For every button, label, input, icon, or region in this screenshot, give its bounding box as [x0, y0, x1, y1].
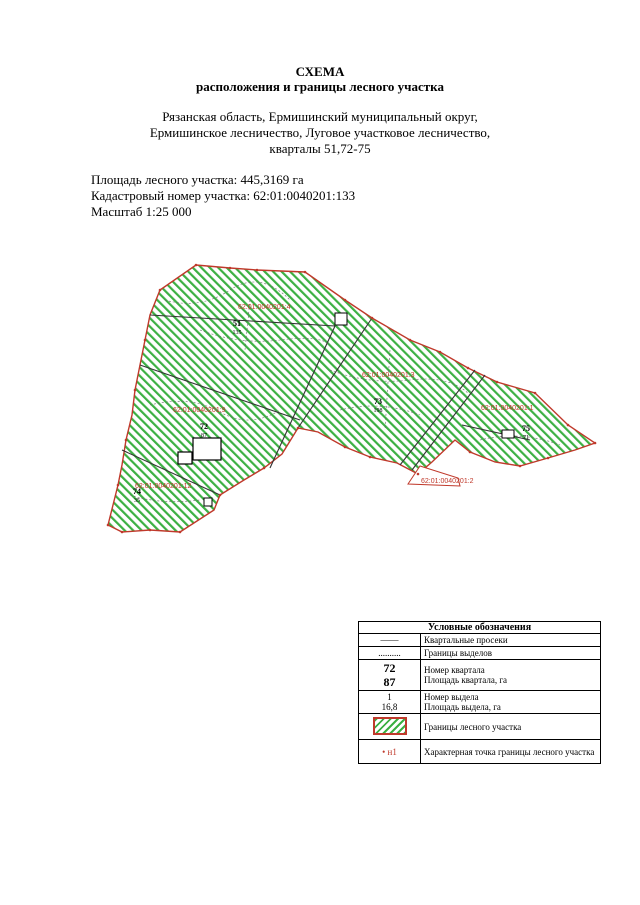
- legend-row-parcel-boundary: Границы лесного участка: [359, 714, 601, 740]
- quarter-area: 71: [523, 435, 529, 441]
- forest-parcel-area: [108, 265, 595, 532]
- legend-title: Условные обозначения: [359, 622, 601, 634]
- legend-row-boundary-point: • н1 Характерная точка границы лесного участка: [359, 740, 601, 764]
- quarter-area: 135: [232, 330, 242, 336]
- legend-row-allotment: 1 16,8 Номер выдела Площадь выдела, га: [359, 691, 601, 714]
- parcel-label: 62:01:0040201:1: [481, 405, 534, 412]
- page-title: СХЕМА: [295, 64, 345, 79]
- parcel-label: 62:01:0040201:2: [421, 478, 474, 485]
- quarter-number: 74: [133, 487, 141, 496]
- location-line-3: кварталы 51,72-75: [269, 141, 371, 156]
- parcel-label: 62:01:0040201:12: [135, 483, 192, 490]
- quarter-area: 87: [201, 433, 207, 439]
- parcel-label: 62:01:0040201:3: [362, 372, 415, 379]
- parcel-label: 62:01:0040201:9: [173, 407, 226, 414]
- hatch-swatch-icon: [373, 717, 407, 735]
- scale-text: Масштаб 1:25 000: [91, 204, 192, 219]
- location-line-1: Рязанская область, Ермишинский муниципальный округ,: [162, 109, 478, 124]
- parcel-label: 62:01:0040201:4: [238, 304, 291, 311]
- quarter-area: 35: [134, 498, 140, 504]
- quarter-area: 198: [373, 408, 383, 414]
- cadastral-text: Кадастровый номер участка: 62:01:0040201:133: [91, 188, 356, 203]
- legend-row-allotment-boundaries: .......... Границы выделов: [359, 647, 601, 660]
- quarter-number: 51: [233, 319, 241, 328]
- quarter-number: 72: [200, 422, 208, 431]
- area-text: Площадь лесного участка: 445,3169 га: [91, 172, 304, 187]
- quarter-number: 73: [374, 397, 382, 406]
- location-line-2: Ермишинское лесничество, Луговое участковое лесничество,: [149, 125, 491, 140]
- quarter-number: 75: [522, 424, 530, 433]
- legend-table: [358, 621, 601, 764]
- page-subtitle: расположения и границы лесного участка: [196, 79, 444, 94]
- legend-row-quarter-clearings: —— Квартальные просеки: [359, 634, 601, 647]
- legend-row-quarter: 72 87 Номер квартала Площадь квартала, га: [359, 660, 601, 691]
